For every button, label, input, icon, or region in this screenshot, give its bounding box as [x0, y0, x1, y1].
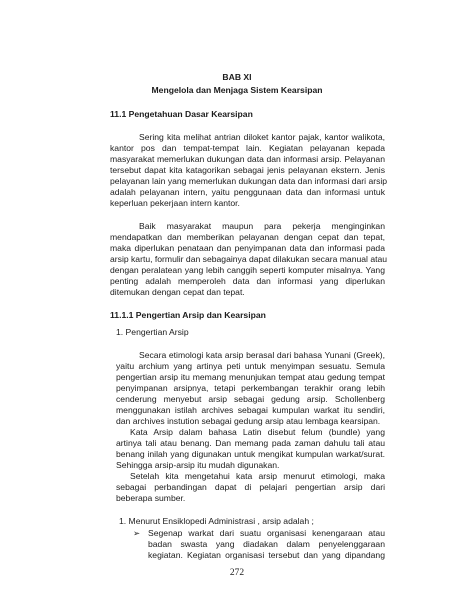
- page-number: 272: [229, 568, 245, 578]
- paragraph-line: penyimpanan arsipnya, tetapi perkembangan terakhir orang lebih: [116, 383, 385, 393]
- paragraph-line: penting adalah memperoleh data dan informasi yang diperlukan: [110, 276, 385, 286]
- paragraph-line: Secara etimologi kata arsip berasal dari bahasa Yunani (Greek),: [139, 350, 385, 360]
- paragraph-line: masyarakat memerlukan dukungan data dan informasi arsip. Pelayanan: [110, 154, 385, 164]
- chapter-label: BAB XI: [222, 72, 252, 82]
- chapter-title: Mengelola dan Menjaga Sistem Kearsipan: [151, 85, 323, 95]
- paragraph-line: ditemukan dengan cepat dan tepat.: [110, 287, 245, 297]
- section-heading: 11.1 Pengetahuan Dasar Kearsipan: [110, 109, 253, 119]
- paragraph-line: Setelah kita mengetahui kata arsip menurut etimologi, maka: [130, 471, 385, 481]
- paragraph-line: Sehingga arsip-arsip itu mudah digunakan.: [116, 460, 280, 470]
- list-item: 1. Menurut Ensiklopedi Administrasi , arsip adalah ;: [119, 516, 314, 526]
- paragraph-line: maka diperlukan penataan dan penyimpanan data dan informasi pada: [110, 243, 385, 253]
- paragraph-line: kantor pos dan tempat-tempat lain. Kegiatan pelayanan kepada: [110, 143, 385, 153]
- paragraph-line: tersebut dapat kita katagorikan sebagai jenis pelayanan ekstern. Jenis: [110, 165, 385, 175]
- paragraph-line: arsip kartu, formulir dan sebagainya dapat dilakukan secara manual atau: [110, 254, 388, 264]
- paragraph-line: cenderung menyebut arsip sebagai gedung arsip. Schollenberg: [116, 394, 385, 404]
- bullet-line: Segenap warkat dari suatu organisasi kenengaraan atau: [148, 528, 385, 538]
- paragraph-line: pelayanan lain yang memerlukan dukungan data dan informasi dari arsip: [110, 176, 388, 186]
- paragraph-line: dengan peralatean yang lebih canggih seperti komputer misalnya. Yang: [110, 265, 385, 275]
- subsection-heading: 11.1.1 Pengertian Arsip dan Kearsipan: [110, 310, 266, 320]
- subsection-subheading: 1. Pengertian Arsip: [116, 327, 189, 337]
- paragraph-line: adalah pelayanan intern, yaitu penggunaan data dan informasi untuk: [110, 187, 385, 197]
- paragraph-line: menggunakan istilah archives sebagai kumpulan warkat itu sendiri,: [116, 405, 385, 415]
- paragraph-line: dan archives instution sebagai gedung arsip atau lembaga kearsipan.: [116, 416, 381, 426]
- paragraph-line: artinya tali atau benang. Dan memang pada zaman dahulu tali atau: [116, 438, 385, 448]
- paragraph-line: sebagai perbandingan dapat di pelajari pengertian arsip dari: [116, 482, 385, 492]
- paragraph-line: pengertian arsip itu memang menunjukan tempat atau gedung tempat: [116, 372, 385, 382]
- paragraph-line: Sering kita melihat antrian diloket kantor pajak, kantor walikota,: [139, 132, 385, 142]
- bullet-line: kegiatan. Kegiatan organisasi tersebut dan yang dipandang: [148, 550, 385, 560]
- paragraph-line: Kata Arsip dalam bahasa Latin disebut felum (bundle) yang: [130, 427, 385, 437]
- paragraph-line: mendapatkan dan memberikan pelayanan dengan cepat dan tepat,: [110, 232, 385, 242]
- paragraph-line: yaitu archium yang artinya peti untuk menyimpan sesuatu. Semula: [116, 361, 385, 371]
- paragraph-line: Baik masyarakat maupun para pekerja menginginkan: [139, 221, 385, 231]
- paragraph-line: beberapa sumber.: [116, 493, 186, 503]
- arrow-bullet-icon: ➢: [133, 528, 141, 538]
- paragraph-line: keperluan pekerjaan intern kantor.: [110, 198, 240, 208]
- bullet-line: badan swasta yang diadakan dalam penyelenggaraan: [148, 539, 385, 549]
- paragraph-line: benang inilah yang digunakan untuk mengikat kumpulan warkat/surat.: [116, 449, 385, 459]
